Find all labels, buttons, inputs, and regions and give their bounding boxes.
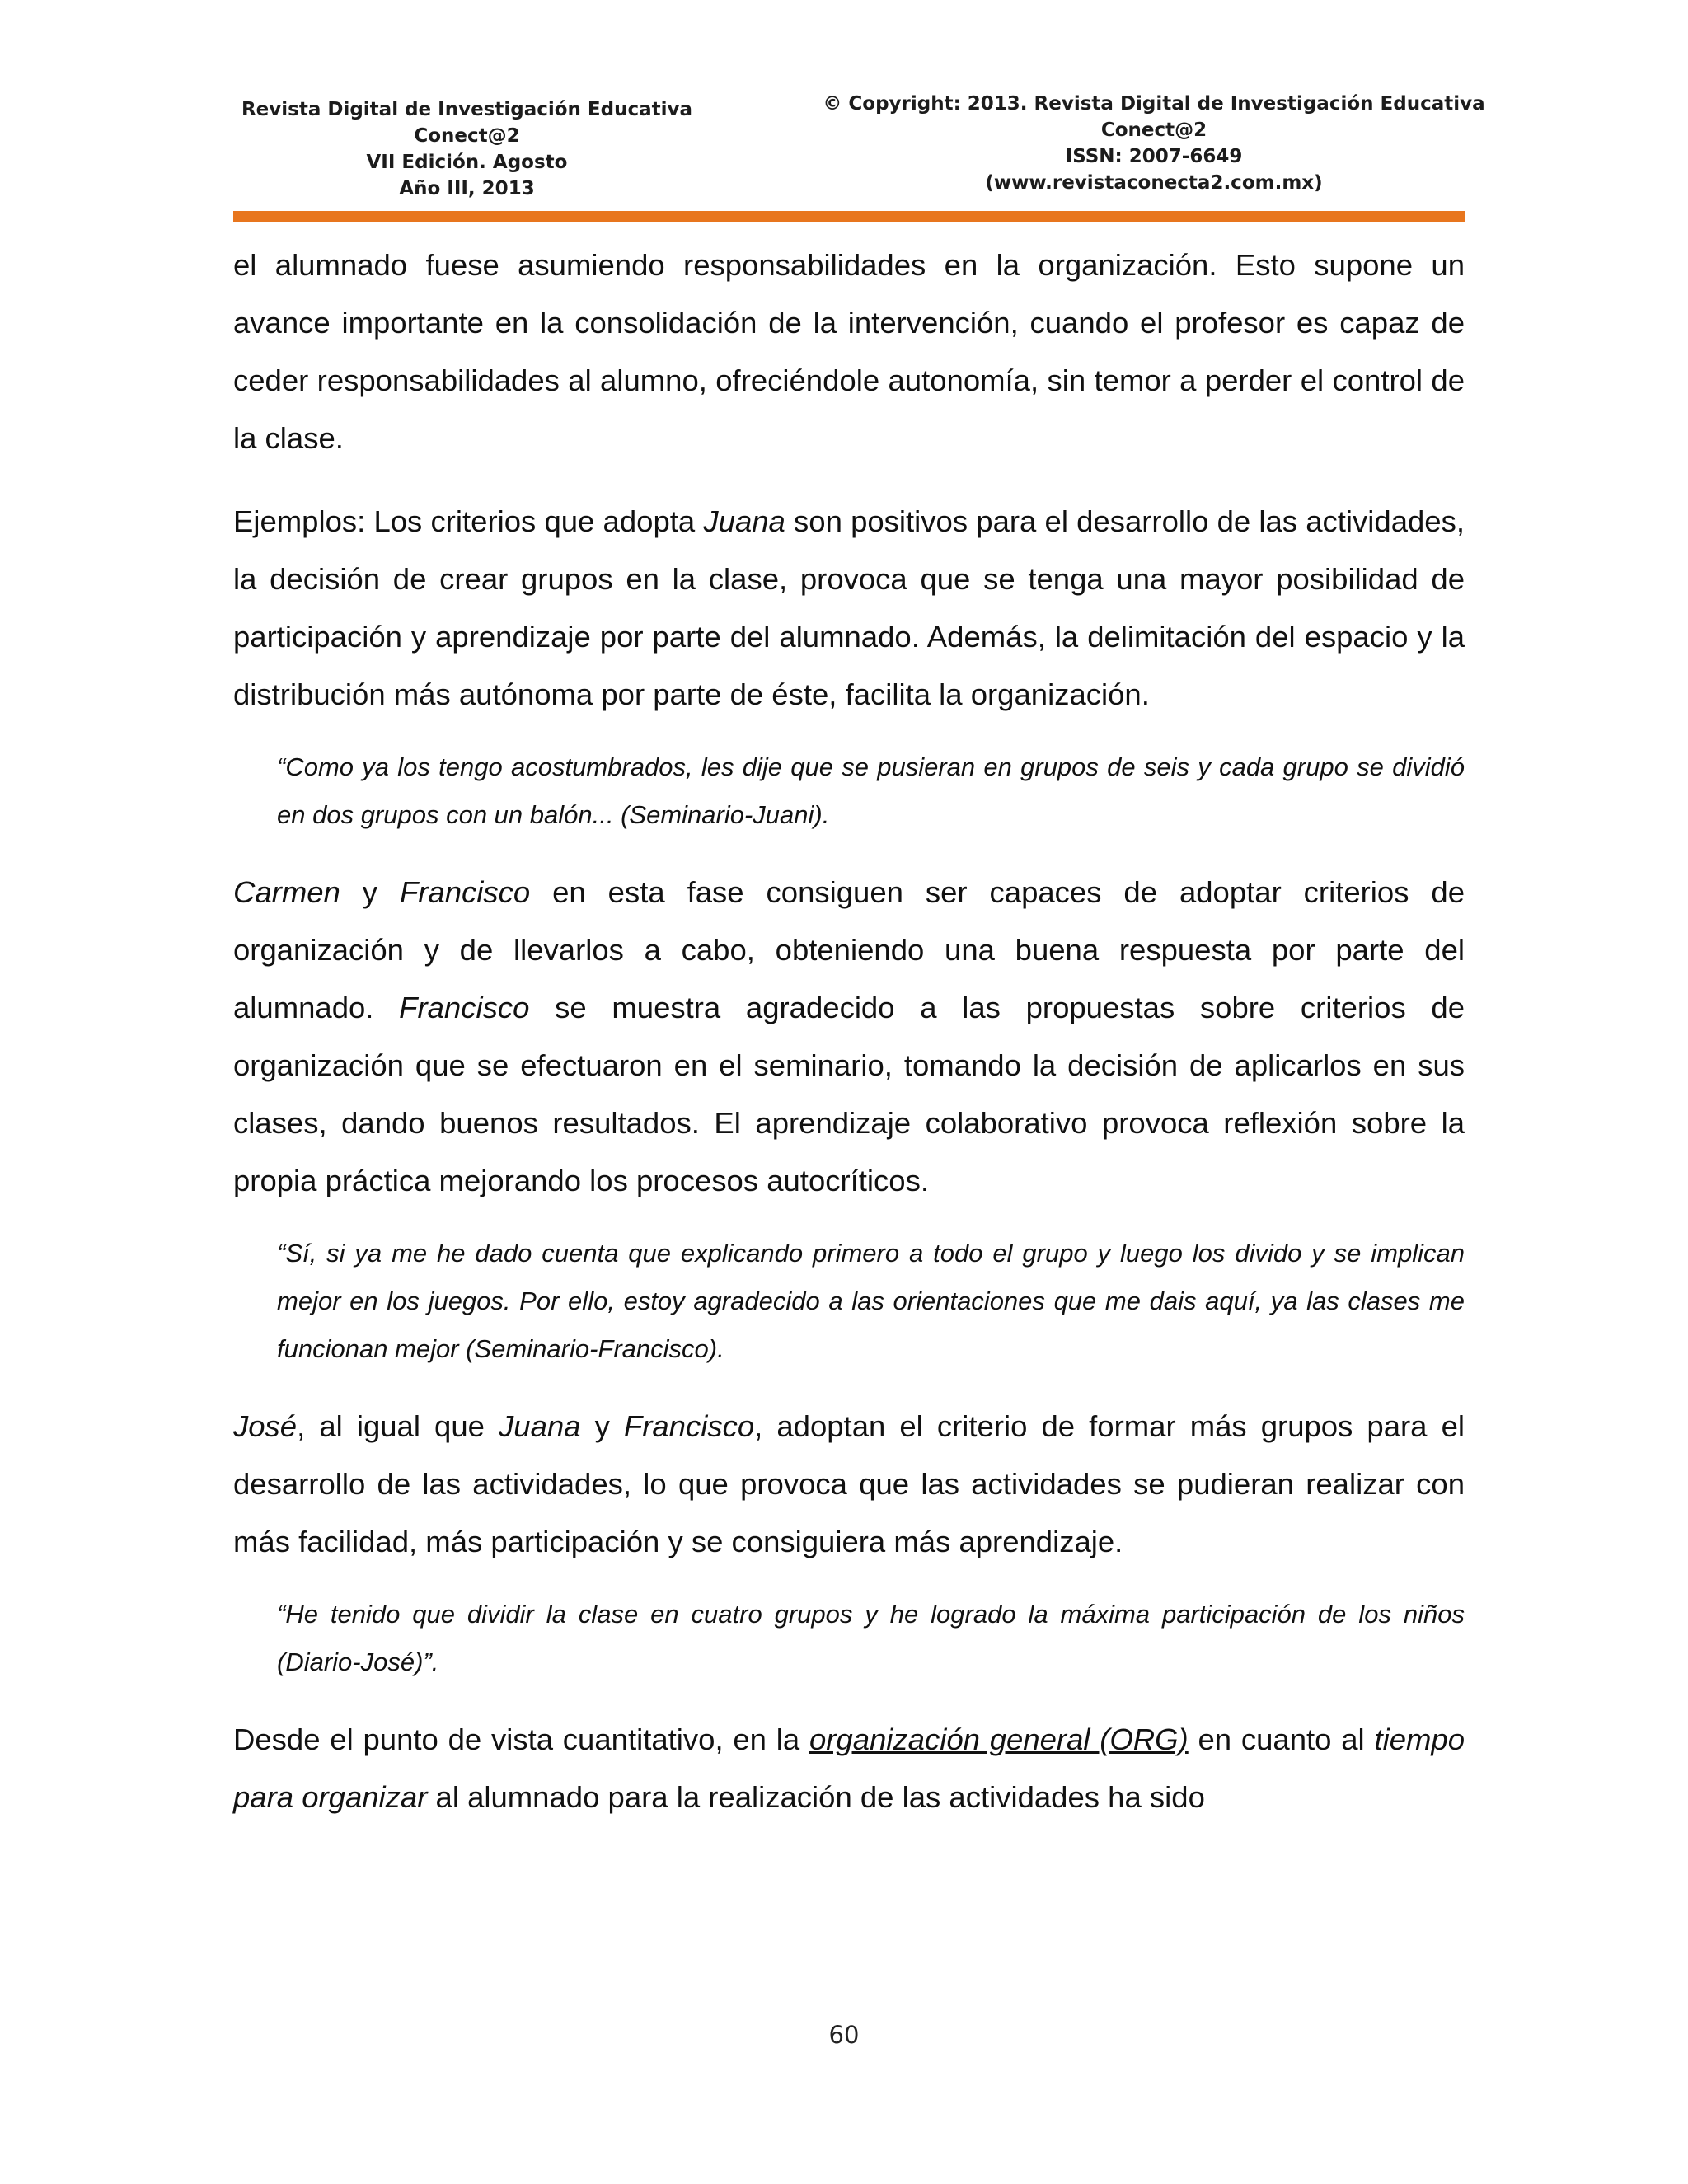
name-francisco: Francisco	[399, 875, 531, 909]
name-juana-2: Juana	[499, 1409, 581, 1443]
issn: ISSN: 2007-6649	[1065, 146, 1243, 167]
page-body	[233, 237, 1465, 1826]
quote-3: “He tenido que dividir la clase en cuatro grupos y he logrado la máxima participación de los niños (Diario-José)”.	[277, 1600, 1465, 1676]
name-francisco-2: Francisco	[399, 991, 530, 1024]
name-carmen: Carmen	[233, 875, 340, 909]
quote-2: “Sí, si ya me he dado cuenta que explicando primero a todo el grupo y luego los divido y se implican mejor en los juegos. Por ello, estoy agradecido a las orientaciones que me dais aquí, ya las clases me funcionan mejor (Seminario-Francisco).	[277, 1239, 1465, 1363]
year: Año III, 2013	[399, 178, 535, 199]
paragraph-2: Ejemplos: Los criterios que adopta Juana son positivos para el desarrollo de las actividades, la decisión de crear grupos en la clase, provoca que se tenga una mayor posibilidad de participación y aprendizaje por parte del alumnado. Además, la delimitación del espacio y la distribución más autónoma por parte de éste, facilita la organización.	[233, 504, 1465, 711]
paragraph-5: Desde el punto de vista cuantitativo, en la organización general (ORG) en cuanto al tiempo para organizar al alumnado para la realización de las actividades ha sido	[233, 1722, 1465, 1814]
journal-name-right: Conect@2	[1100, 120, 1207, 141]
edition: VII Edición. Agosto	[366, 152, 568, 173]
journal-title: Revista Digital de Investigación Educativa	[241, 99, 693, 120]
copyright: © Copyright: 2013. Revista Digital de Investigación Educativa	[823, 93, 1485, 115]
quote-1: “Como ya los tengo acostumbrados, les dije que se pusieran en grupos de seis y cada grupo se dividió en dos grupos con un balón... (Seminario-Juani).	[277, 752, 1465, 829]
paragraph-1: el alumnado fuese asumiendo responsabilidades en la organización. Esto supone un avance importante en la consolidación de la intervención, cuando el profesor es capaz de ceder responsabilidades al alumno, ofreciéndole autonomía, sin temor a perder el control de la clase.	[233, 248, 1465, 455]
name-jose: José	[233, 1409, 298, 1443]
journal-header-left	[233, 96, 701, 202]
org-term: organización general (ORG)	[809, 1722, 1189, 1756]
paragraph-3: Carmen y Francisco en esta fase consiguen ser capaces de adoptar criterios de organización y de llevarlos a cabo, obteniendo una buena respuesta por parte del alumnado. Francisco se muestra agradecido a las propuestas sobre criterios de organización que se efectuaron en el seminario, tomando la decisión de aplicarlos en sus clases, dando buenos resultados. El aprendizaje colaborativo provoca reflexión sobre la propia práctica mejorando los procesos autocríticos.	[233, 875, 1465, 1197]
journal-name: Conect@2	[414, 125, 520, 147]
name-francisco-3: Francisco	[623, 1409, 755, 1443]
journal-header-right	[816, 91, 1492, 196]
paragraph-4: José, al igual que Juana y Francisco, adoptan el criterio de formar más grupos para el desarrollo de las actividades, lo que provoca que las actividades se pudieran realizar con más facilidad, más participación y se consiguiera más aprendizaje.	[233, 1409, 1465, 1558]
header-divider	[233, 211, 1465, 222]
time-term: tiempo para organizar	[233, 1722, 1465, 1814]
website: (www.revistaconecta2.com.mx)	[985, 172, 1323, 194]
name-juana: Juana	[703, 504, 785, 538]
page-number: 60	[828, 2021, 860, 2049]
